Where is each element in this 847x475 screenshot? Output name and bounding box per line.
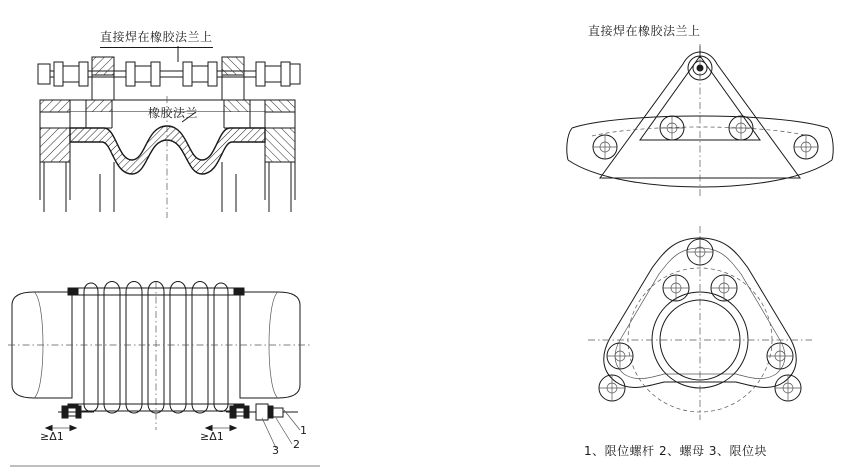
item-number-2: 2 bbox=[293, 438, 300, 451]
dimension-right: ≥Δ1 bbox=[200, 430, 224, 443]
dimension-left: ≥Δ1 bbox=[40, 430, 64, 443]
label-weld-to-rubber-flange-left: 直接焊在橡胶法兰上 bbox=[100, 28, 213, 48]
label-weld-to-rubber-flange-right: 直接焊在橡胶法兰上 bbox=[588, 24, 701, 38]
item-number-3: 3 bbox=[272, 444, 279, 457]
label-rubber-flange: 橡胶法兰 bbox=[148, 106, 199, 120]
view-top-right bbox=[567, 44, 833, 196]
view-top-left bbox=[38, 46, 300, 218]
legend-text: 1、限位螺杆 2、螺母 3、限位块 bbox=[584, 444, 768, 458]
item-number-1: 1 bbox=[300, 424, 307, 437]
view-bottom-right bbox=[588, 226, 812, 420]
